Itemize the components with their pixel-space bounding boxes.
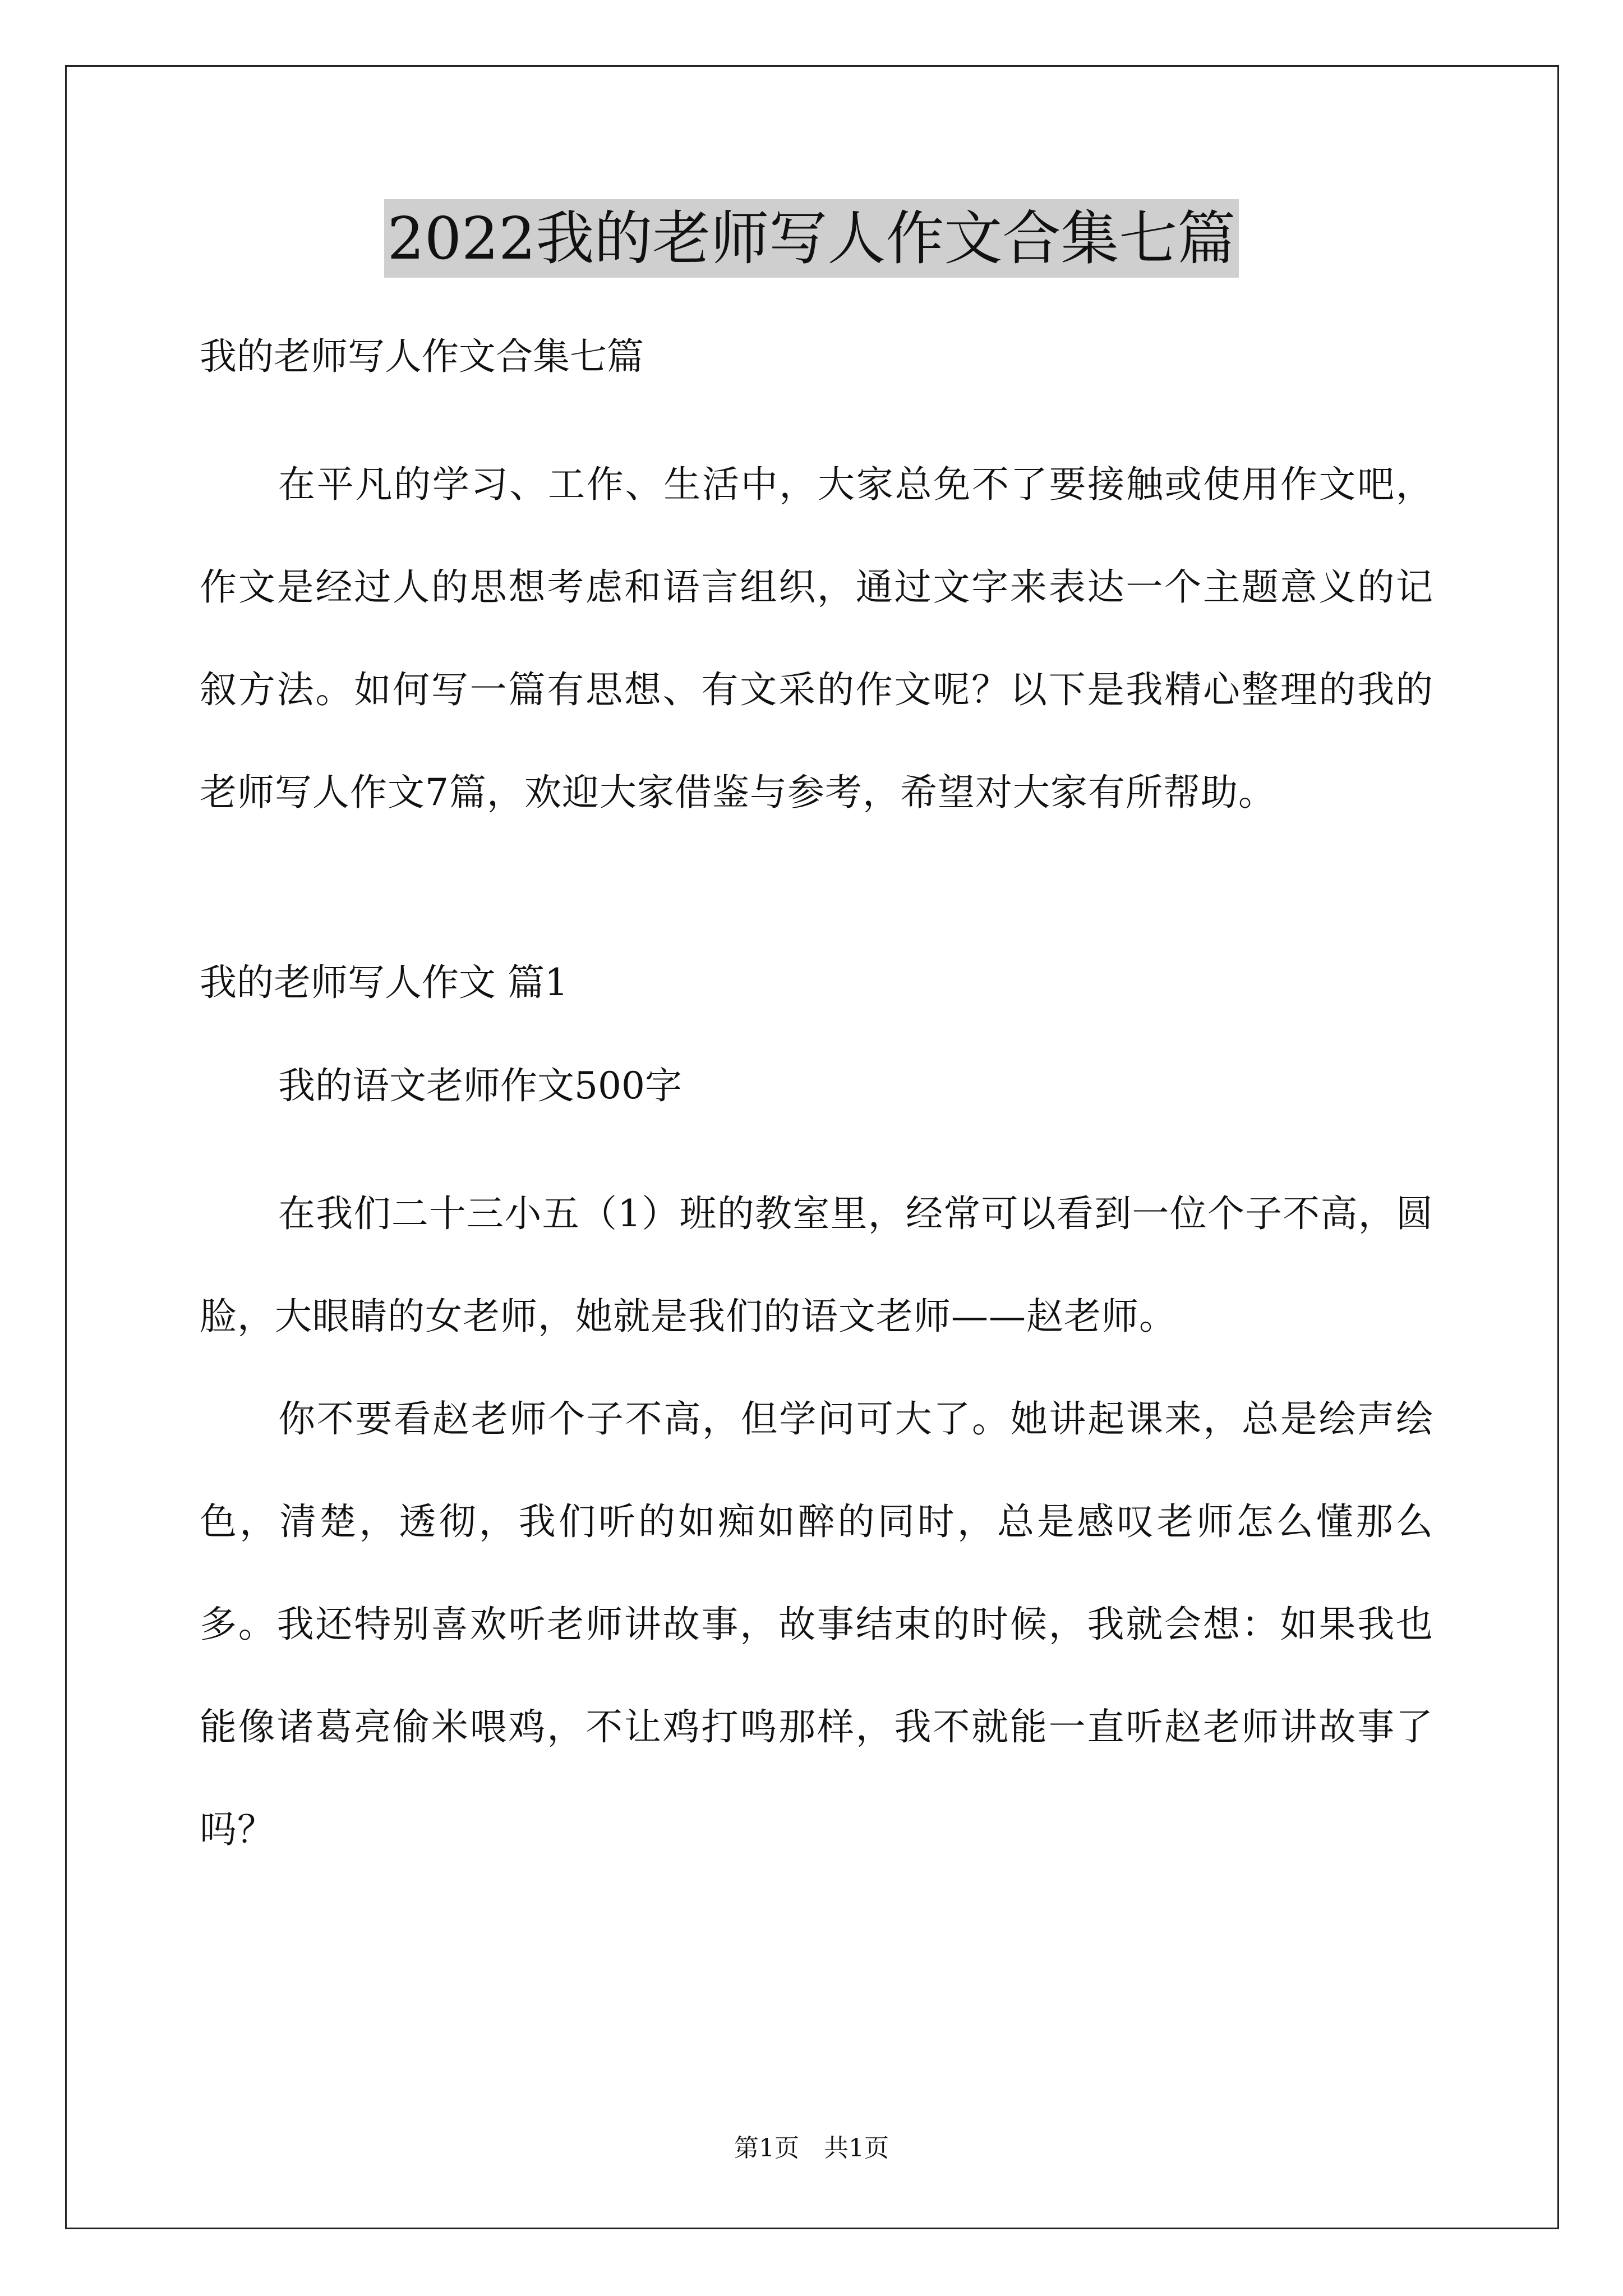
section-heading: 我的老师写人作文 篇1 — [200, 961, 568, 1004]
essay-paragraph: 在我们二十三小五（1）班的教室里，经常可以看到一位个子不高，圆脸，大眼睛的女老师，她就是我们的语文老师——赵老师。 — [200, 1192, 1433, 1338]
document-body — [200, 303, 1433, 1881]
intro-paragraph: 在平凡的学习、工作、生活中，大家总免不了要接触或使用作文吧，作文是经过人的思想考虑和语言组织，通过文字来表达一个主题意义的记叙方法。如何写一篇有思想、有文采的作文呢？以下是我精心整理的我的老师写人作文7篇，欢迎大家借鉴与参考，希望对大家有所帮助。 — [200, 463, 1433, 814]
document-title: 2022我的老师写人作文合集七篇 — [384, 199, 1239, 278]
document-subtitle: 我的老师写人作文合集七篇 — [200, 335, 644, 378]
page-footer: 第1页 共1页 — [734, 2134, 889, 2162]
essay-title: 我的语文老师作文500字 — [278, 1064, 682, 1107]
essay-paragraph: 你不要看赵老师个子不高，但学问可大了。她讲起课来，总是绘声绘色，清楚，透彻，我们听的如痴如醉的同时，总是感叹老师怎么懂那么多。我还特别喜欢听老师讲故事，故事结束的时候，我就会想：如果我也能像诸葛亮偷米喂鸡，不让鸡打鸣那样，我不就能一直听赵老师讲故事了吗？ — [200, 1397, 1433, 1851]
title-wrap — [0, 199, 1623, 278]
